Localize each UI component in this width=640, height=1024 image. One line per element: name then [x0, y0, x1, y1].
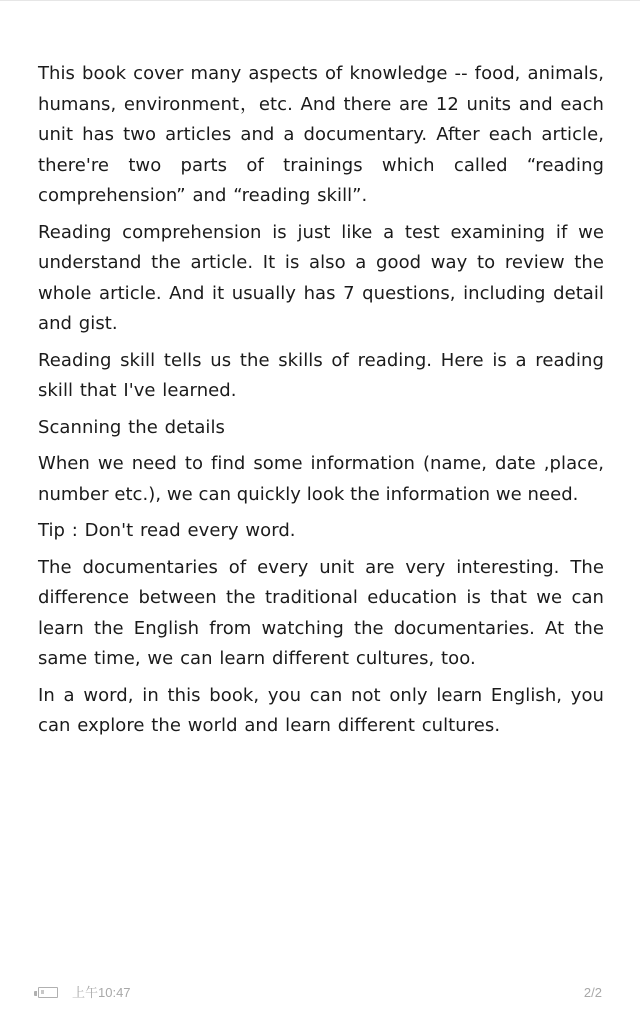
article-body: [38, 59, 604, 748]
battery-level: [41, 990, 44, 994]
paragraph-scanning: When we need to find some information (name, date ,place, number etc.), we can quickly look the information we need.: [38, 453, 604, 505]
battery-tip: [34, 991, 37, 996]
paragraph-reading-skill: Reading skill tells us the skills of reading. Here is a reading skill that I've learned.: [38, 349, 604, 401]
status-bar: [0, 982, 640, 1006]
paragraph-conclusion: In a word, in this book, you can not only learn English, you can explore the world and learn different cultures.: [38, 684, 604, 736]
paragraph-documentaries: The documentaries of every unit are very interesting. The difference between the traditional education is that we can learn the English from watching the documentaries. At the same time, we can learn different cultures, too.: [38, 556, 604, 669]
top-divider: [0, 0, 640, 1]
battery-low-icon: [38, 987, 58, 998]
paragraph-intro: This book cover many aspects of knowledge -- food, animals, humans, environment，etc. And there are 12 units and each unit has two articles and a documentary. After each article, there're two parts of trainings which called “reading comprehension” and “reading skill”.: [38, 63, 604, 206]
paragraph-skill-title: Scanning the details: [38, 416, 225, 438]
paragraph-tip: Tip : Don't read every word.: [38, 520, 296, 541]
status-time: 上午10:47: [72, 985, 131, 1000]
paragraph-reading-comprehension: Reading comprehension is just like a test examining if we understand the article. It is also a good way to review the whole article. And it usually has 7 questions, including detail and gist.: [38, 221, 604, 334]
page-indicator: 2/2: [583, 985, 602, 1000]
